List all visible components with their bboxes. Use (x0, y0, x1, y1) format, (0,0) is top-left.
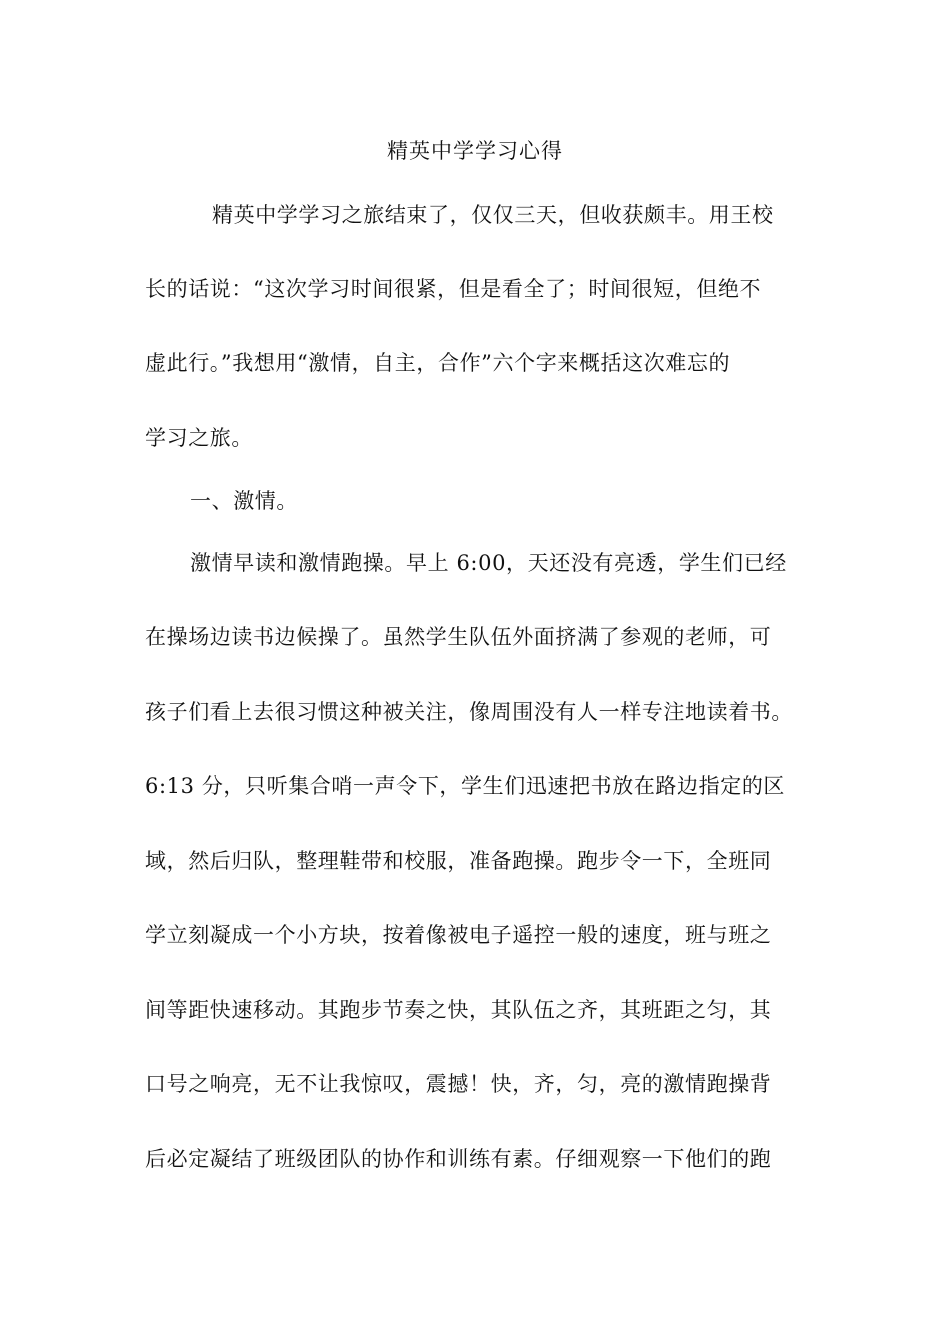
paragraph-line: 间等距快速移动。其跑步节奏之快，其队伍之齐，其班距之匀，其 (145, 998, 772, 1022)
paragraph-line: 学习之旅。 (145, 426, 253, 450)
paragraph-line: 激情早读和激情跑操。早上 6:00，天还没有亮透，学生们已经 (190, 551, 787, 575)
paragraph-line: 口号之响亮，无不让我惊叹，震撼！快，齐，匀，亮的激情跑操背 (145, 1072, 772, 1096)
section-heading: 一、激情。 (190, 489, 298, 513)
paragraph-line: 在操场边读书边候操了。虽然学生队伍外面挤满了参观的老师，可 (145, 625, 772, 649)
paragraph-line: 长的话说：“这次学习时间很紧，但是看全了；时间很短，但绝不 (145, 277, 762, 301)
paragraph-line: 学立刻凝成一个小方块，按着像被电子遥控一般的速度，班与班之 (145, 923, 772, 947)
paragraph-line: 域，然后归队，整理鞋带和校服，准备跑操。跑步令一下，全班同 (145, 849, 772, 873)
paragraph-line: 6:13 分，只听集合哨一声令下，学生们迅速把书放在路边指定的区 (145, 774, 786, 798)
paragraph-line: 虚此行。”我想用“激情，自主，合作”六个字来概括这次难忘的 (145, 351, 731, 375)
paragraph-line: 后必定凝结了班级团队的协作和训练有素。仔细观察一下他们的跑 (145, 1147, 772, 1171)
paragraph-line: 孩子们看上去很习惯这种被关注，像周围没有人一样专注地读着书。 (145, 700, 793, 724)
paragraph-line: 精英中学学习之旅结束了，仅仅三天，但收获颇丰。用王校 (212, 203, 774, 227)
document-title: 精英中学学习心得 (387, 139, 563, 163)
